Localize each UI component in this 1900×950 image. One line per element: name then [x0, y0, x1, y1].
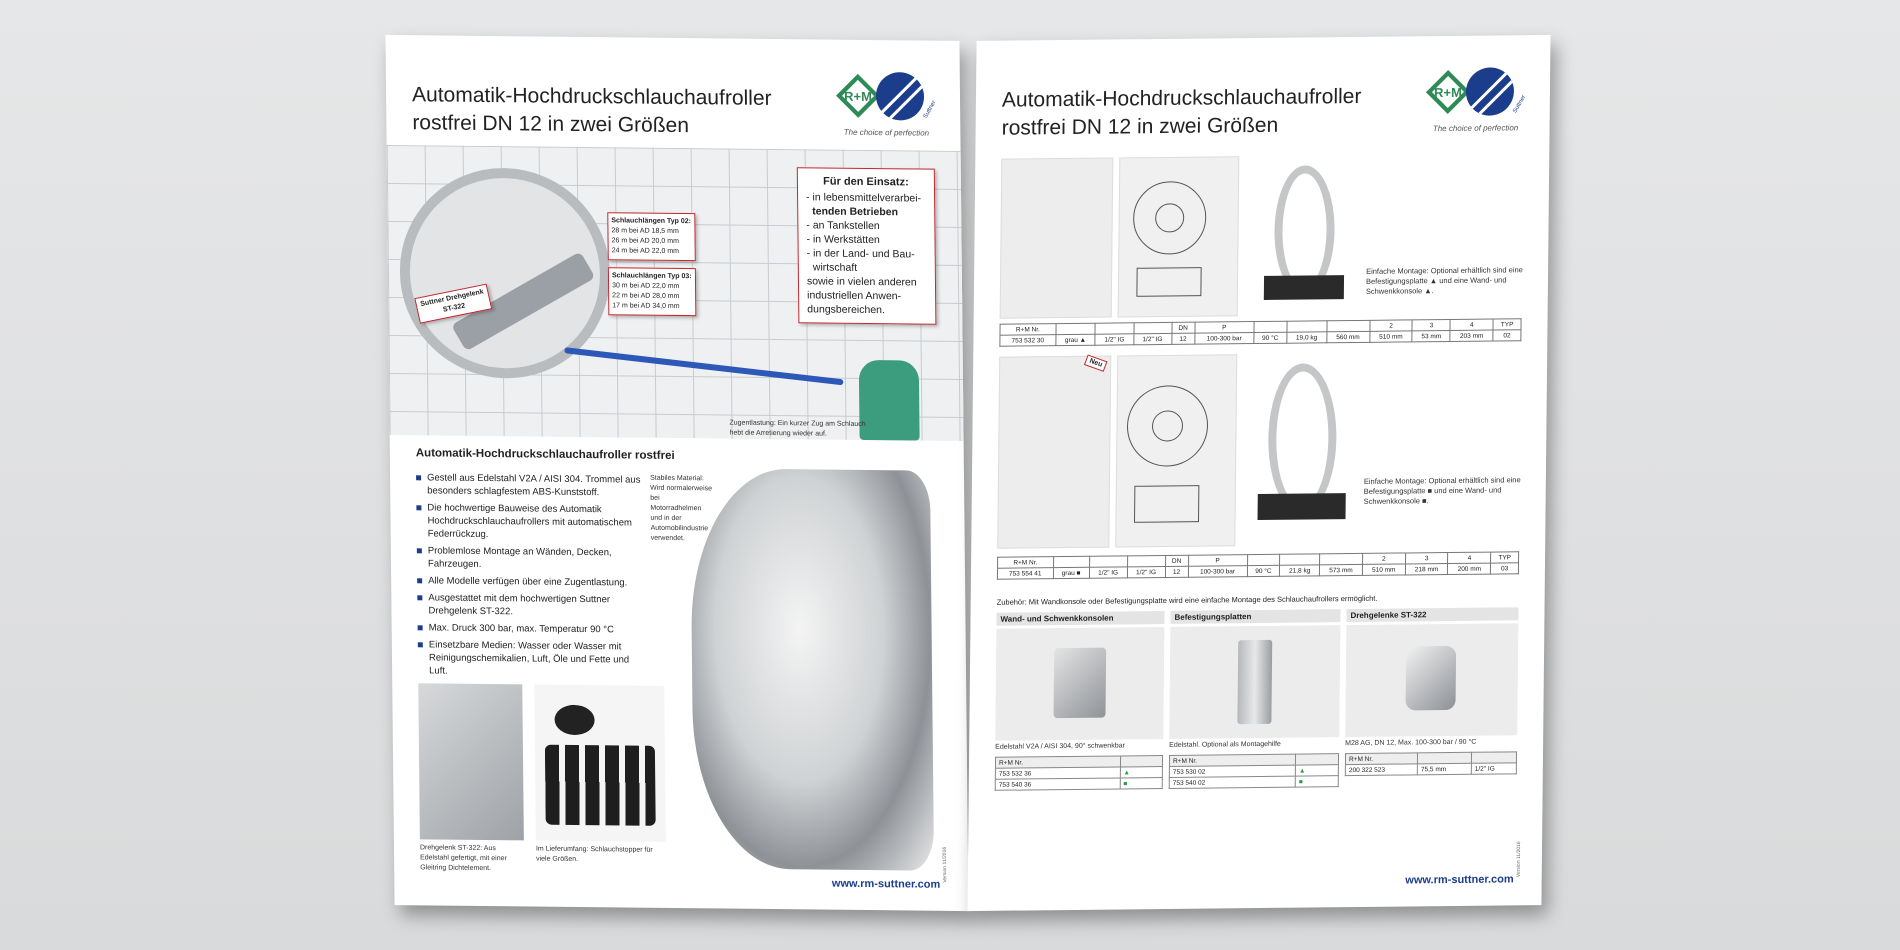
- spec-header-row: R+M Nr. DN P 2 3 4 TYP: [998, 552, 1519, 568]
- logo-tagline: The choice of perfection: [843, 127, 930, 138]
- material-caption: Stabiles Material: Wird normalerweise bei Motorradhelmen und in der Automobilindustrie verwendet.: [650, 474, 713, 543]
- website-link[interactable]: www.rm-suttner.com: [1405, 873, 1514, 887]
- reel-type02-side-photo: [1254, 155, 1356, 314]
- reel-type03-photo: [997, 356, 1111, 549]
- rm-suttner-logo: [1426, 63, 1527, 134]
- bracket-caption: Edelstahl V2A / AISI 304, 90° schwenkbar: [995, 742, 1125, 751]
- reel-type03-side-photo: [1251, 353, 1353, 544]
- hose-length-box-type03: Schlauchlängen Typ 03: 30 m bei AD 22,0 mm 22 m bei AD 28,0 mm 17 m bei AD 34,0 mm: [608, 267, 696, 316]
- joint-table: R+M Nr. 200 322 523 75,5 mm 1/2" IG: [1345, 751, 1517, 776]
- table-row: 753 540 36 ■: [995, 778, 1162, 791]
- joint-spec-caption: M28 AG, DN 12, Max. 100-300 bar / 90 °C: [1345, 738, 1477, 748]
- brochure-page-2: [967, 35, 1550, 911]
- joint-label: Suttner Drehgelenk ST-322: [414, 284, 492, 324]
- version-note: Version 11/2016: [1515, 841, 1523, 878]
- feature-item: Einsetzbare Medien: Wasser oder Wasser mit Reinigungschemikalien, Luft, Öle und Fette und Luft.: [418, 638, 650, 679]
- strain-relief-caption: Zugentlastung: Ein kurzer Zug am Schlauch hebt die Arretierung wieder auf.: [729, 419, 866, 438]
- wall-bracket-photo: [995, 627, 1164, 741]
- table-row: 200 322 523 75,5 mm 1/2" IG: [1345, 763, 1516, 776]
- accessory-note: Zubehör: Mit Wandkonsole oder Befestigungsplatte wird eine einfache Montage des Schlauchaufrollers ermöglicht.: [996, 593, 1378, 607]
- spec-table-type02: [999, 318, 1521, 346]
- svg-text:Suttner: Suttner: [1512, 94, 1527, 115]
- svg-text:R+M: R+M: [1433, 84, 1462, 101]
- rm-suttner-logo: [836, 68, 937, 139]
- stopper-caption: Im Lieferumfang: Schlauchstopper für viele Größen.: [535, 845, 653, 863]
- website-link[interactable]: www.rm-suttner.com: [831, 877, 941, 891]
- logo-tagline: The choice of perfection: [1432, 123, 1519, 134]
- swivel-joint-photo: [418, 683, 524, 840]
- feature-item: Die hochwertige Bauweise des Automatik Hochdruckschlauchaufrollers mit automatischem Federrückzug.: [416, 501, 648, 542]
- mount-caption-1: Einfache Montage: Optional erhältlich sind eine Befestigungsplatte ▲ und eine Wand- und Schwenkkonsole ▲.: [1365, 265, 1523, 296]
- page1-title: Automatik-Hochdruckschlauchaufroller rostfrei DN 12 in zwei Größen: [411, 83, 772, 138]
- bracket-table: R+M Nr. 753 532 36 ▲ 753 540 36 ■: [995, 755, 1163, 791]
- table-row: 753 530 02 ▲: [1169, 765, 1338, 778]
- feature-item: Max. Druck 300 bar, max. Temperatur 90 °C: [418, 621, 650, 636]
- accessory-heading-plates: Befestigungsplatten: [1170, 609, 1340, 624]
- table-row: 753 532 36 ▲: [995, 767, 1162, 780]
- spec-data-row: 753 532 30 grau ▲ 1/2" IG 1/2" IG 12 100-300 bar 90 °C 19,0 kg 560 mm 510 mm 53 mm 203 mm 02: [1000, 330, 1521, 346]
- reel-product-photo: [690, 468, 934, 871]
- mounting-plate-photo: [1169, 625, 1340, 739]
- plate-table: R+M Nr. 753 530 02 ▲ 753 540 02 ■: [1169, 753, 1339, 789]
- feature-item: Gestell aus Edelstahl V2A / AISI 304. Trommel aus besonders schlagfestem ABS-Kunststoff.: [416, 471, 648, 499]
- blue-hose: [564, 347, 843, 385]
- svg-text:Suttner: Suttner: [922, 99, 937, 120]
- hose-stopper-photo: [534, 685, 666, 842]
- joint-caption: Drehgelenk ST-322: Aus Edelstahl gefertigt, mit einer Gleitring Dichtelement.: [419, 844, 507, 873]
- svg-text:R+M: R+M: [844, 88, 873, 105]
- accessory-heading-bracket: Wand- und Schwenkkonsolen: [996, 611, 1164, 626]
- plate-caption: Edelstahl. Optional als Montagehilfe: [1169, 740, 1281, 749]
- mount-caption-2: Einfache Montage: Optional erhältlich sind eine Befestigungsplatte ■ und eine Wand- und Schwenkkonsole ■.: [1363, 475, 1521, 506]
- spec-table-type03: [997, 551, 1519, 579]
- hero-photo: [387, 145, 964, 441]
- spec-header-row: R+M Nr. DN P 2 3 4 TYP: [1000, 319, 1521, 335]
- version-note: Version 11/2016: [941, 847, 949, 883]
- feature-item: Problemlose Montage an Wänden, Decken, Fahrzeugen.: [417, 544, 649, 572]
- table-row: 753 540 02 ■: [1169, 776, 1338, 789]
- accessory-heading-joints: Drehgelenke ST-322: [1346, 607, 1518, 622]
- hose-length-box-type02: Schlauchlängen Typ 02: 28 m bei AD 18,5 mm 26 m bei AD 20,0 mm 24 m bei AD 22,0 mm: [607, 212, 695, 261]
- spec-data-row: 753 554 41 grau ■ 1/2" IG 1/2" IG 12 100-300 bar 90 °C 21,8 kg 573 mm 510 mm 218 mm 200 mm 03: [997, 563, 1518, 579]
- reel-type02-drawing: [1118, 156, 1240, 317]
- reel-type03-drawing: [1115, 354, 1237, 547]
- usage-box: Für den Einsatz: - in lebensmittelverarbei- tenden Betrieben - an Tankstellen - in Werkstätten - in der Land- und Bau- wirtschaft sowie in vielen anderen industriellen Anwen- dungsbereichen.: [797, 167, 937, 324]
- brochure-page-1: [385, 35, 968, 911]
- feature-list: [416, 471, 650, 683]
- page2-title: Automatik-Hochdruckschlauchaufroller rostfrei DN 12 in zwei Größen: [1001, 84, 1362, 140]
- feature-item: Ausgestattet mit dem hochwertigen Suttner Drehgelenk ST-322.: [417, 591, 649, 619]
- new-badge: Neu: [1084, 354, 1108, 371]
- reel-type02-photo: [1000, 158, 1114, 319]
- swivel-joint-photo: [1345, 623, 1518, 737]
- section-heading: Automatik-Hochdruckschlauchaufroller rostfrei: [415, 447, 675, 462]
- feature-item: Alle Modelle verfügen über eine Zugentlastung.: [417, 574, 649, 589]
